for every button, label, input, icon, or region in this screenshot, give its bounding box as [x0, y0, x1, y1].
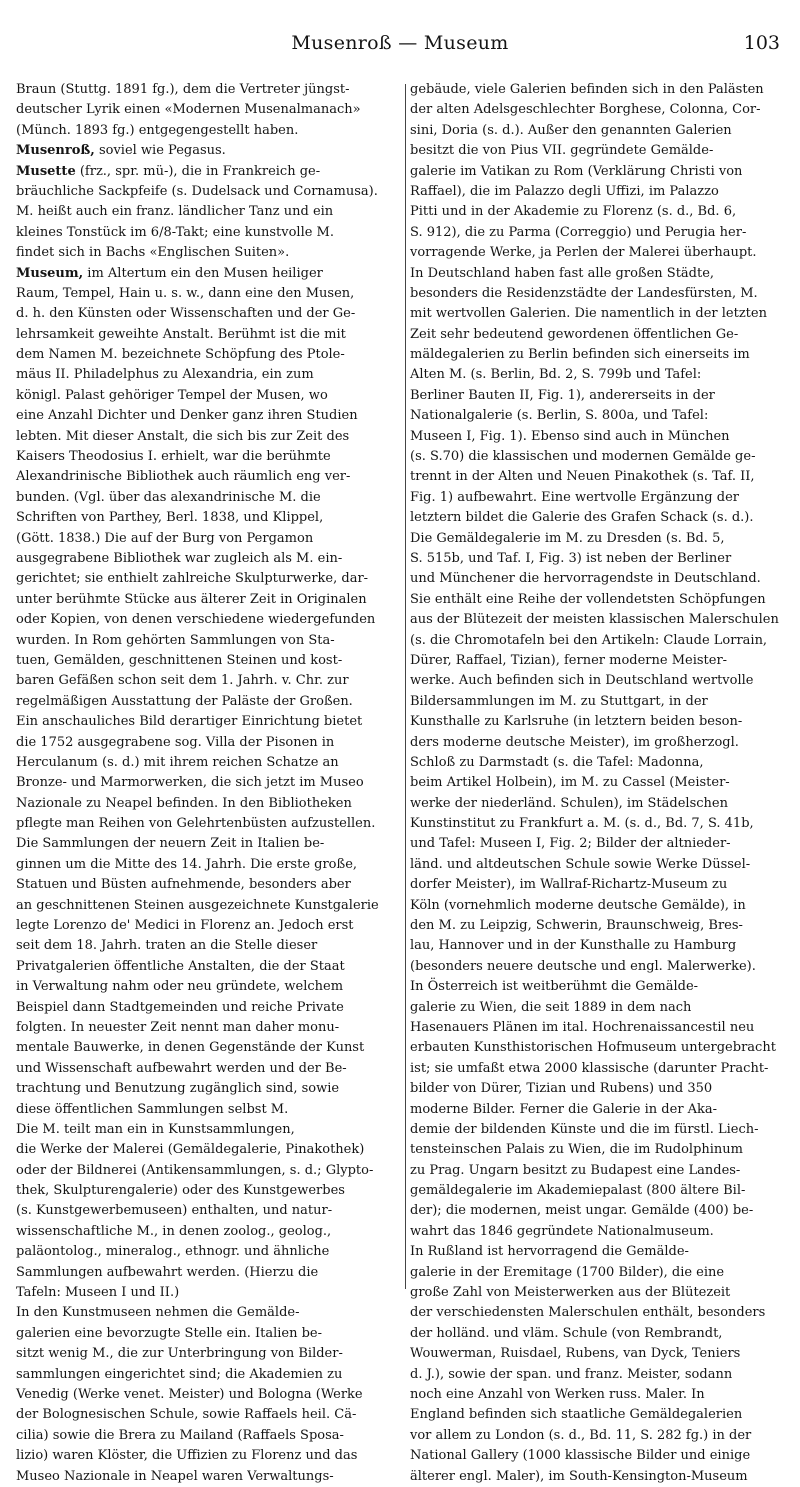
line-text: soviel wie Pegasus.: [94, 143, 226, 159]
line-text: trachtung und Benutzung zugänglich sind, sowie: [16, 1081, 340, 1097]
line-text: mit wertvollen Galerien. Die namentlich in der letzten: [410, 306, 767, 322]
text-line: [410, 875, 792, 895]
text-line: [410, 651, 792, 671]
text-line: [410, 712, 792, 732]
text-line: [410, 488, 792, 508]
text-line: [16, 814, 398, 834]
line-text: aus der Blütezeit der meisten klassischen Malerschulen: [410, 612, 779, 628]
line-text: Museo Nazionale in Neapel waren Verwaltungs-: [16, 1468, 334, 1484]
text-line: [16, 1222, 398, 1242]
line-text: der); die modernen, meist ungar. Gemälde (400) be-: [410, 1203, 754, 1219]
text-line: [16, 1059, 398, 1079]
line-text: vor allem zu London (s. d., Bd. 11, S. 282 fg.) in der: [410, 1427, 752, 1443]
line-text: England befinden sich staatliche Gemäldegalerien: [410, 1407, 743, 1423]
text-line: [16, 692, 398, 712]
line-text: galerien eine bevorzugte Stelle ein. Italien be-: [16, 1325, 323, 1341]
text-line: [16, 264, 398, 284]
text-line: [16, 467, 398, 487]
line-text: Bildersammlungen im M. zu Stuttgart, in der: [410, 693, 708, 709]
text-line: [16, 773, 398, 793]
text-line: [16, 1018, 398, 1038]
line-text: Die Sammlungen der neuern Zeit in Italien be-: [16, 836, 325, 852]
text-line: [410, 957, 792, 977]
line-text: werke der niederländ. Schulen), im Städelschen: [410, 795, 728, 811]
line-text: Schriften von Parthey, Berl. 1838, und Klippel,: [16, 510, 324, 526]
text-line: [16, 345, 398, 365]
text-line: [410, 1120, 792, 1140]
text-line: [16, 916, 398, 936]
line-text: bunden. (Vgl. über das alexandrinische M. die: [16, 489, 321, 505]
text-line: [16, 834, 398, 854]
line-text: große Zahl von Meisterwerken aus der Blütezeit: [410, 1285, 731, 1301]
line-text: seit dem 18. Jahrh. traten an die Stelle dieser: [16, 938, 318, 954]
text-line: [16, 1079, 398, 1099]
line-text: lehrsamkeit geweihte Anstalt. Berühmt ist die mit: [16, 326, 346, 342]
text-line: [16, 1446, 398, 1466]
line-text: gerichtet; sie enthielt zahlreiche Skulpturwerke, dar-: [16, 571, 369, 587]
text-line: [16, 1385, 398, 1405]
line-text: demie der bildenden Künste und die im fürstl. Liech-: [410, 1121, 759, 1137]
text-line: [16, 406, 398, 426]
line-text: In Deutschland haben fast alle großen Städte,: [410, 265, 715, 281]
line-text: vorragende Werke, ja Perlen der Malerei überhaupt.: [410, 245, 757, 261]
text-line: [16, 1120, 398, 1140]
line-text: der holländ. und vläm. Schule (von Rembrandt,: [410, 1325, 723, 1341]
line-text: Fig. 1) aufbewahrt. Eine wertvolle Ergänzung der: [410, 489, 739, 505]
line-text: in Verwaltung nahm oder neu gründete, welchem: [16, 979, 344, 995]
text-line: [410, 773, 792, 793]
text-line: [410, 1283, 792, 1303]
line-text: wissenschaftliche M., in denen zoolog., geolog.,: [16, 1223, 332, 1239]
text-line: [410, 1140, 792, 1160]
text-line: [16, 875, 398, 895]
line-text: Sammlungen aufbewahrt werden. (Hierzu die: [16, 1264, 319, 1280]
text-line: [410, 977, 792, 997]
line-text: lebten. Mit dieser Anstalt, die sich bis zur Zeit des: [16, 428, 350, 444]
line-text: die 1752 ausgegrabene sog. Villa der Pisonen in: [16, 734, 335, 750]
text-line: [16, 1324, 398, 1344]
line-text: der alten Adelsgeschlechter Borghese, Colonna, Cor-: [410, 102, 761, 118]
line-text: Alexandrinische Bibliothek auch räumlich eng ver-: [16, 469, 351, 485]
text-line: [16, 1283, 398, 1303]
text-line: [410, 80, 792, 100]
line-text: beim Artikel Holbein), im M. zu Cassel (Meister-: [410, 775, 730, 791]
running-head: Musenroß — Museum: [291, 32, 509, 54]
text-line: [16, 529, 398, 549]
text-line: [16, 182, 398, 202]
text-line: [16, 1365, 398, 1385]
text-line: [410, 1263, 792, 1283]
line-text: regelmäßigen Ausstattung der Paläste der Großen.: [16, 693, 353, 709]
text-line: [410, 1242, 792, 1262]
entry-headword: Musenroß,: [16, 143, 95, 159]
text-line: [410, 1405, 792, 1425]
text-line: [16, 447, 398, 467]
text-line: [16, 590, 398, 610]
line-text: Braun (Stuttg. 1891 fg.), dem die Vertreter jüngst-: [16, 82, 350, 97]
line-text: (Gött. 1838.) Die auf der Burg von Pergamon: [16, 530, 314, 546]
line-text: Nazionale zu Neapel befinden. In den Bibliotheken: [16, 795, 352, 811]
line-text: d. h. den Künsten oder Wissenschaften und der Ge-: [16, 306, 356, 322]
line-text: Kunstinstitut zu Frankfurt a. M. (s. d., Bd. 7, S. 41b,: [410, 816, 754, 832]
text-line: [410, 1059, 792, 1079]
text-line: [410, 141, 792, 161]
line-text: Herculanum (s. d.) mit ihrem reichen Schatze an: [16, 754, 339, 770]
line-text: und Wissenschaft aufbewahrt werden und der Be-: [16, 1060, 347, 1076]
text-line: [410, 794, 792, 814]
line-text: besonders die Residenzstädte der Landesfürsten, M.: [410, 285, 758, 301]
line-text: Ein anschauliches Bild derartiger Einrichtung bietet: [16, 714, 363, 730]
text-line: [16, 794, 398, 814]
line-text: wahrt das 1846 gegründete Nationalmuseum.: [410, 1223, 714, 1239]
text-line: [16, 427, 398, 447]
line-text: cilia) sowie die Brera zu Mailand (Raffaels Sposa-: [16, 1427, 344, 1443]
text-line: [16, 80, 398, 100]
text-line: [410, 386, 792, 406]
text-line: [16, 1140, 398, 1160]
text-line: [410, 936, 792, 956]
line-text: Raffael), die im Palazzo degli Uffizi, im Palazzo: [410, 183, 719, 199]
line-text: folgten. In neuester Zeit nennt man daher monu-: [16, 1019, 340, 1035]
text-line: [16, 1344, 398, 1364]
line-text: die Werke der Malerei (Gemäldegalerie, Pinakothek): [16, 1142, 365, 1158]
line-text: thek, Skulpturengalerie) oder des Kunstgewerbes: [16, 1183, 345, 1199]
text-line: [410, 202, 792, 222]
line-text: Sie enthält eine Reihe der vollendetsten Schöpfungen: [410, 591, 766, 607]
line-text: lizio) waren Klöster, die Uffizien zu Florenz und das: [16, 1448, 358, 1464]
line-text: mäldegalerien zu Berlin befinden sich einerseits im: [410, 347, 750, 363]
line-text: Köln (vornehmlich moderne deutsche Gemälde), in: [410, 897, 746, 913]
line-text: In Österreich ist weitberühmt die Gemälde-: [410, 979, 699, 995]
text-line: [16, 386, 398, 406]
line-text: ist; sie umfaßt etwa 2000 klassische (darunter Pracht-: [410, 1060, 769, 1076]
entry-headword: Museum,: [16, 265, 84, 281]
line-text: (Münch. 1893 fg.) entgegengestellt haben.: [16, 122, 299, 138]
text-line: [410, 427, 792, 447]
text-line: [410, 569, 792, 589]
line-text: bräuchliche Sackpfeife (s. Dudelsack und Cornamusa).: [16, 183, 378, 199]
line-text: Beispiel dann Stadtgemeinden und reiche Private: [16, 999, 344, 1015]
text-line: [410, 1446, 792, 1466]
line-text: tensteinschen Palais zu Wien, die im Rudolphinum: [410, 1142, 744, 1158]
line-text: Hasenauers Plänen im ital. Hochrenaissancestil neu: [410, 1019, 755, 1035]
line-text: mäus II. Philadelphus zu Alexandria, ein zum: [16, 367, 314, 383]
text-line: [410, 467, 792, 487]
line-text: (s. Kunstgewerbemuseen) enthalten, und natur-: [16, 1203, 333, 1219]
line-text: und Tafel: Museen I, Fig. 2; Bilder der altnieder-: [410, 836, 731, 852]
line-text: Nationalgalerie (s. Berlin, S. 800a, und Tafel:: [410, 408, 709, 424]
line-text: eine Anzahl Dichter und Denker ganz ihren Studien: [16, 408, 358, 424]
text-line: [16, 141, 398, 161]
line-text: Bronze- und Marmorwerken, die sich jetzt im Museo: [16, 775, 364, 791]
text-line: [410, 896, 792, 916]
line-text: dorfer Meister), im Wallraf-Richartz-Museum zu: [410, 877, 728, 893]
line-text: Alten M. (s. Berlin, Bd. 2, S. 799b und Tafel:: [410, 367, 702, 383]
line-text: Berliner Bauten II, Fig. 1), andererseits in der: [410, 387, 715, 403]
text-line: [16, 100, 398, 120]
text-line: [16, 936, 398, 956]
column-divider: [405, 84, 406, 1289]
line-text: Zeit sehr bedeutend gewordenen öffentlichen Ge-: [410, 326, 739, 342]
line-text: gemäldegalerie im Akademiepalast (800 ältere Bil-: [410, 1183, 746, 1199]
text-line: [410, 243, 792, 263]
text-line: [16, 304, 398, 324]
line-text: (frz., spr. mü-), die in Frankreich ge-: [75, 163, 321, 179]
line-text: diese öffentlichen Sammlungen selbst M.: [16, 1101, 289, 1117]
line-text: Venedig (Werke venet. Meister) und Bologna (Werke: [16, 1387, 363, 1402]
text-line: [410, 671, 792, 691]
line-text: moderne Bilder. Ferner die Galerie in der Aka-: [410, 1101, 718, 1117]
text-line: [16, 1100, 398, 1120]
text-line: [410, 834, 792, 854]
line-text: im Altertum ein den Musen heiliger: [83, 265, 323, 281]
text-line: [16, 202, 398, 222]
line-text: wurden. In Rom gehörten Sammlungen von Sta-: [16, 632, 335, 648]
text-line: [16, 1038, 398, 1058]
line-text: Tafeln: Museen I und II.): [16, 1285, 180, 1301]
line-text: ders moderne deutsche Meister), im großherzogl.: [410, 734, 739, 750]
text-line: [16, 651, 398, 671]
line-text: galerie in der Eremitage (1700 Bilder), die eine: [410, 1264, 725, 1280]
line-text: S. 515b, und Taf. I, Fig. 3) ist neben der Berliner: [410, 550, 732, 566]
text-line: [16, 121, 398, 141]
line-text: unter berühmte Stücke aus älterer Zeit in Originalen: [16, 591, 367, 607]
page-header: [0, 0, 800, 78]
line-text: d. J.), sowie der span. und franz. Meister, sodann: [410, 1366, 733, 1382]
text-line: [16, 896, 398, 916]
text-line: [410, 1324, 792, 1344]
text-line: [16, 162, 398, 182]
line-text: In Rußland ist hervorragend die Gemälde-: [410, 1244, 689, 1260]
line-text: an geschnittenen Steinen ausgezeichnete Kunstgalerie: [16, 897, 379, 913]
line-text: den M. zu Leipzig, Schwerin, Braunschweig, Bres-: [410, 918, 743, 934]
text-line: [410, 365, 792, 385]
text-line: [16, 1161, 398, 1181]
text-line: [410, 223, 792, 243]
text-line: [16, 1181, 398, 1201]
text-line: [16, 223, 398, 243]
line-text: Die M. teilt man ein in Kunstsammlungen,: [16, 1121, 295, 1137]
line-text: Schloß zu Darmstadt (s. die Tafel: Madonna,: [410, 754, 704, 770]
line-text: dem Namen M. bezeichnete Schöpfung des Ptole-: [16, 347, 345, 363]
line-text: und Münchener die hervorragendste in Deutschland.: [410, 571, 761, 587]
entry-headword: Musette: [16, 163, 76, 179]
text-line: [16, 712, 398, 732]
line-text: pflegte man Reihen von Gelehrtenbüsten aufzustellen.: [16, 816, 376, 832]
text-line: [410, 325, 792, 345]
page-number: 103: [743, 32, 780, 54]
text-line: [410, 406, 792, 426]
line-text: M. heißt auch ein franz. ländlicher Tanz und ein: [16, 204, 334, 220]
line-text: Kunsthalle zu Karlsruhe (in letztern beiden beson-: [410, 714, 743, 730]
line-text: S. 912), die zu Parma (Correggio) und Perugia her-: [410, 224, 747, 240]
text-line: [16, 1303, 398, 1323]
line-text: älterer engl. Maler), im South-Kensington-Museum: [410, 1468, 748, 1484]
line-text: bilder von Dürer, Tizian und Rubens) und 350: [410, 1081, 713, 1097]
line-text: Privatgalerien öffentliche Anstalten, die der Staat: [16, 958, 345, 974]
text-line: [410, 1303, 792, 1323]
line-text: Wouwerman, Ruisdael, Rubens, van Dyck, Teniers: [410, 1346, 741, 1362]
line-text: tuen, Gemälden, geschnittenen Steinen und kost-: [16, 652, 343, 668]
line-text: Dürer, Raffael, Tizian), ferner moderne Meister-: [410, 652, 728, 668]
line-text: zu Prag. Ungarn besitzt zu Budapest eine Landes-: [410, 1162, 741, 1178]
text-line: [410, 1222, 792, 1242]
line-text: National Gallery (1000 klassische Bilder und einige: [410, 1448, 751, 1464]
text-line: [16, 1405, 398, 1425]
line-text: galerie im Vatikan zu Rom (Verklärung Christi von: [410, 163, 743, 179]
text-line: [410, 814, 792, 834]
text-line: [410, 916, 792, 936]
line-text: baren Gefäßen schon seit dem 1. Jahrh. v. Chr. zur: [16, 673, 349, 689]
line-text: galerie zu Wien, die seit 1889 in dem nach: [410, 999, 692, 1015]
right-column: [410, 80, 792, 1484]
line-text: oder der Bildnerei (Antikensammlungen, s. d.; Glypto-: [16, 1162, 374, 1178]
line-text: Die Gemäldegalerie im M. zu Dresden (s. Bd. 5,: [410, 530, 725, 546]
text-line: [16, 1201, 398, 1221]
text-line: [16, 957, 398, 977]
line-text: letztern bildet die Galerie des Grafen Schack (s. d.).: [410, 510, 754, 526]
line-text: der Bolognesischen Schule, sowie Raffaels heil. Cä-: [16, 1407, 357, 1423]
text-line: [410, 162, 792, 182]
text-line: [410, 1038, 792, 1058]
text-line: [410, 1201, 792, 1221]
line-text: ginnen um die Mitte des 14. Jahrh. Die erste große,: [16, 856, 358, 872]
line-text: (s. S.70) die klassischen und modernen Gemälde ge-: [410, 449, 756, 465]
text-line: [410, 447, 792, 467]
text-line: [410, 1181, 792, 1201]
text-line: [16, 671, 398, 691]
text-line: [16, 1426, 398, 1446]
text-line: [16, 243, 398, 263]
line-text: sitzt wenig M., die zur Unterbringung von Bilder-: [16, 1346, 343, 1362]
text-line: [410, 549, 792, 569]
text-line: [16, 549, 398, 569]
line-text: In den Kunstmuseen nehmen die Gemälde-: [16, 1305, 300, 1321]
line-text: (s. die Chromotafeln bei den Artikeln: Claude Lorrain,: [410, 632, 768, 648]
text-line: [410, 1161, 792, 1181]
text-line: [410, 284, 792, 304]
line-text: Statuen und Büsten aufnehmende, besonders aber: [16, 877, 351, 893]
line-text: erbauten Kunsthistorischen Hofmuseum untergebracht: [410, 1040, 776, 1056]
text-line: [410, 631, 792, 651]
text-line: [410, 100, 792, 120]
line-text: (besonders neuere deutsche und engl. Malerwerke).: [410, 958, 756, 974]
text-line: [410, 1467, 792, 1487]
line-text: sammlungen eingerichtet sind; die Akademien zu: [16, 1366, 343, 1382]
line-text: sini, Doria (s. d.). Außer den genannten Galerien: [410, 122, 732, 138]
text-columns: [16, 80, 784, 1484]
text-line: [16, 977, 398, 997]
left-column: [16, 80, 398, 1484]
line-text: mentale Bauwerke, in denen Gegenstände der Kunst: [16, 1040, 365, 1056]
text-line: [16, 488, 398, 508]
line-text: findet sich in Bachs «Englischen Suiten».: [16, 245, 290, 261]
line-text: legte Lorenzo de' Medici in Florenz an. Jedoch erst: [16, 918, 354, 934]
line-text: paläontolog., mineralog., ethnogr. und ähnliche: [16, 1244, 330, 1260]
text-line: [16, 631, 398, 651]
line-text: gebäude, viele Galerien befinden sich in den Palästen: [410, 82, 764, 97]
text-line: [16, 855, 398, 875]
line-text: ausgegrabene Bibliothek war zugleich als M. ein-: [16, 550, 343, 566]
text-line: [16, 508, 398, 528]
text-line: [410, 692, 792, 712]
text-line: [16, 733, 398, 753]
line-text: noch eine Anzahl von Werken russ. Maler. In: [410, 1387, 705, 1402]
line-text: deutscher Lyrik einen «Modernen Musenalmanach»: [16, 102, 361, 118]
text-line: [410, 1365, 792, 1385]
line-text: Museen I, Fig. 1). Ebenso sind auch in München: [410, 428, 730, 444]
text-line: [410, 1079, 792, 1099]
line-text: besitzt die von Pius VII. gegründete Gemälde-: [410, 143, 714, 159]
text-line: [410, 508, 792, 528]
text-line: [410, 1344, 792, 1364]
text-line: [410, 345, 792, 365]
line-text: länd. und altdeutschen Schule sowie Werke Düssel-: [410, 856, 751, 872]
line-text: kleines Tonstück im 6/8-Takt; eine kunstvolle M.: [16, 224, 334, 240]
line-text: trennt in der Alten und Neuen Pinakothek (s. Taf. II,: [410, 469, 755, 485]
text-line: [16, 1467, 398, 1487]
text-line: [16, 365, 398, 385]
line-text: oder Kopien, von denen verschiedene wiedergefunden: [16, 612, 376, 628]
text-line: [16, 1263, 398, 1283]
text-line: [16, 753, 398, 773]
text-line: [410, 264, 792, 284]
text-line: [410, 529, 792, 549]
text-line: [410, 1018, 792, 1038]
text-line: [16, 284, 398, 304]
text-line: [16, 569, 398, 589]
line-text: Kaisers Theodosius I. erhielt, war die berühmte: [16, 449, 331, 465]
line-text: lau, Hannover und in der Kunsthalle zu Hamburg: [410, 938, 737, 954]
text-line: [16, 610, 398, 630]
text-line: [410, 1100, 792, 1120]
line-text: der verschiedensten Malerschulen enthält, besonders: [410, 1305, 766, 1321]
text-line: [410, 998, 792, 1018]
text-line: [410, 855, 792, 875]
text-line: [410, 304, 792, 324]
text-line: [410, 121, 792, 141]
text-line: [410, 610, 792, 630]
text-line: [410, 733, 792, 753]
text-line: [16, 325, 398, 345]
text-line: [410, 753, 792, 773]
text-line: [410, 1385, 792, 1405]
text-line: [410, 1426, 792, 1446]
line-text: Pitti und in der Akademie zu Florenz (s. d., Bd. 6,: [410, 204, 737, 220]
text-line: [410, 182, 792, 202]
text-line: [16, 998, 398, 1018]
line-text: königl. Palast gehöriger Tempel der Musen, wo: [16, 387, 328, 403]
line-text: Raum, Tempel, Hain u. s. w., dann eine den Musen,: [16, 285, 355, 301]
text-line: [410, 590, 792, 610]
text-line: [16, 1242, 398, 1262]
line-text: werke. Auch befinden sich in Deutschland wertvolle: [410, 673, 754, 689]
